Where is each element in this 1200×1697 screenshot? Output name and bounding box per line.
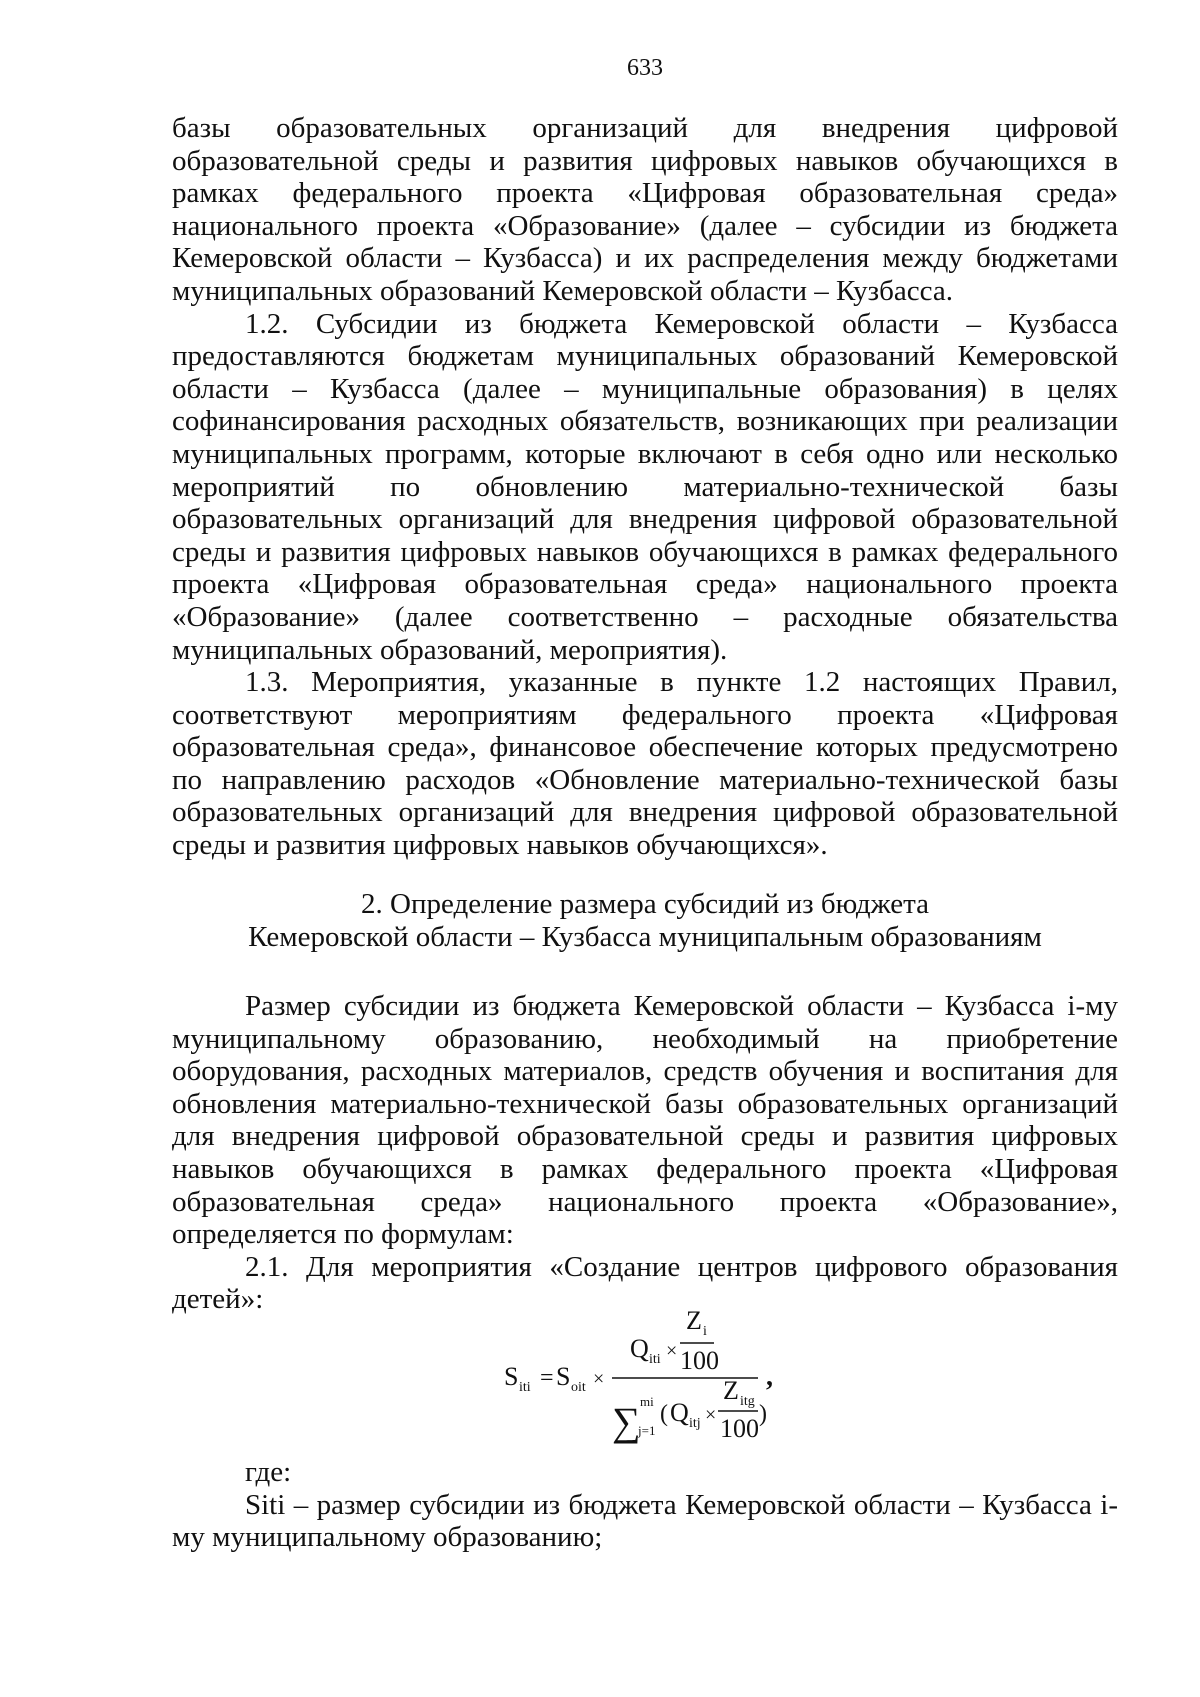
formula-s-oit: S — [556, 1362, 571, 1391]
paragraph-2-1: 2.1. Для мероприятия «Создание центров цифрового образования детей»: — [172, 1250, 1118, 1316]
paragraph-1-2: 1.2. Субсидии из бюджета Кемеровской области – Кузбасса предоставляются бюджетам муниципальных образований Кемеровской области – Кузбасса (далее – муниципальные образования) в целях софинансирования расходных обязательств, возникающих при реализации муниципальных программ, которые включают в себя одно или несколько мероприятий по обновлению материально-технической базы образовательных организаций для внедрения цифровой образовательной среды и развития цифровых навыков обучающихся в рамках федерального проекта «Цифровая образовательная среда» национального проекта «Образование» (далее соответственно – расходные обязательства муниципальных образований, мероприятия). — [172, 307, 1118, 666]
formula-times-2: × — [666, 1340, 678, 1362]
formula-z-itg-sub: itg — [740, 1394, 755, 1409]
subsidy-formula — [500, 1305, 820, 1455]
formula-explanation — [172, 1456, 1118, 1554]
formula-q-iti-sub: iti — [649, 1352, 661, 1367]
formula-hundred-1: 100 — [680, 1346, 719, 1375]
formula-q-iti: Q — [630, 1334, 649, 1363]
section-heading-line-1: 2. Определение размера субсидий из бюджета — [361, 888, 929, 920]
formula-sum-sup: mi — [640, 1394, 654, 1409]
section-heading-line-2: Кемеровской области – Кузбасса муниципальным образованиям — [248, 921, 1042, 953]
formula-sum-sub: j=1 — [638, 1423, 656, 1438]
formula-comma: , — [766, 1361, 773, 1392]
formula-z-itg: Z — [723, 1376, 739, 1405]
formula-equals: = — [540, 1365, 554, 1391]
formula-s-iti: S — [504, 1362, 519, 1391]
section-body — [172, 990, 1118, 1316]
formula-close-paren: ) — [759, 1401, 767, 1427]
formula-open-paren: ( — [660, 1401, 668, 1427]
document-body — [172, 112, 1118, 862]
formula-q-itj-sub: itj — [689, 1416, 701, 1431]
formula-times-3: × — [705, 1404, 717, 1426]
paragraph-siti-definition: Siti – размер субсидии из бюджета Кемеровской области – Кузбасса i-му муниципальному образованию; — [172, 1488, 1118, 1554]
paragraph-where: где: — [245, 1456, 292, 1488]
formula-sum-icon: ∑ — [612, 1399, 641, 1444]
formula-s-iti-sub: iti — [519, 1380, 531, 1395]
page-number: 633 — [627, 55, 663, 81]
formula-z-i: Z — [686, 1306, 702, 1335]
formula-times-1: × — [593, 1368, 605, 1390]
formula-q-itj: Q — [670, 1398, 689, 1427]
formula-hundred-2: 100 — [720, 1414, 759, 1443]
paragraph-1-3: 1.3. Мероприятия, указанные в пункте 1.2 настоящих Правил, соответствуют мероприятиям федерального проекта «Цифровая образовательная среда», финансовое обеспечение которых предусмотрено по направлению расходов «Обновление материально-технической базы образовательных организаций для внедрения цифровой образовательной среды и развития цифровых навыков обучающихся». — [172, 666, 1118, 862]
paragraph-subsidy-size: Размер субсидии из бюджета Кемеровской области – Кузбасса i-му муниципальному образованию, необходимый на приобретение оборудования, расходных материалов, средств обучения и воспитания для обновления материально-технической базы образовательных организаций для внедрения цифровой образовательной среды и развития цифровых навыков обучающихся в рамках федерального проекта «Цифровая образовательная среда» национального проекта «Образование», определяется по формулам: — [172, 990, 1118, 1251]
paragraph-intro-continuation: базы образовательных организаций для внедрения цифровой образовательной среды и развития цифровых навыков обучающихся в рамках федерального проекта «Цифровая образовательная среда» национального проекта «Образование» (далее – субсидии из бюджета Кемеровской области – Кузбасса) и их распределения между бюджетами муниципальных образований Кемеровской области – Кузбасса. — [172, 112, 1118, 307]
section-heading — [172, 888, 1118, 954]
formula-z-i-sub: i — [703, 1324, 707, 1339]
formula-s-oit-sub: oit — [571, 1380, 586, 1395]
